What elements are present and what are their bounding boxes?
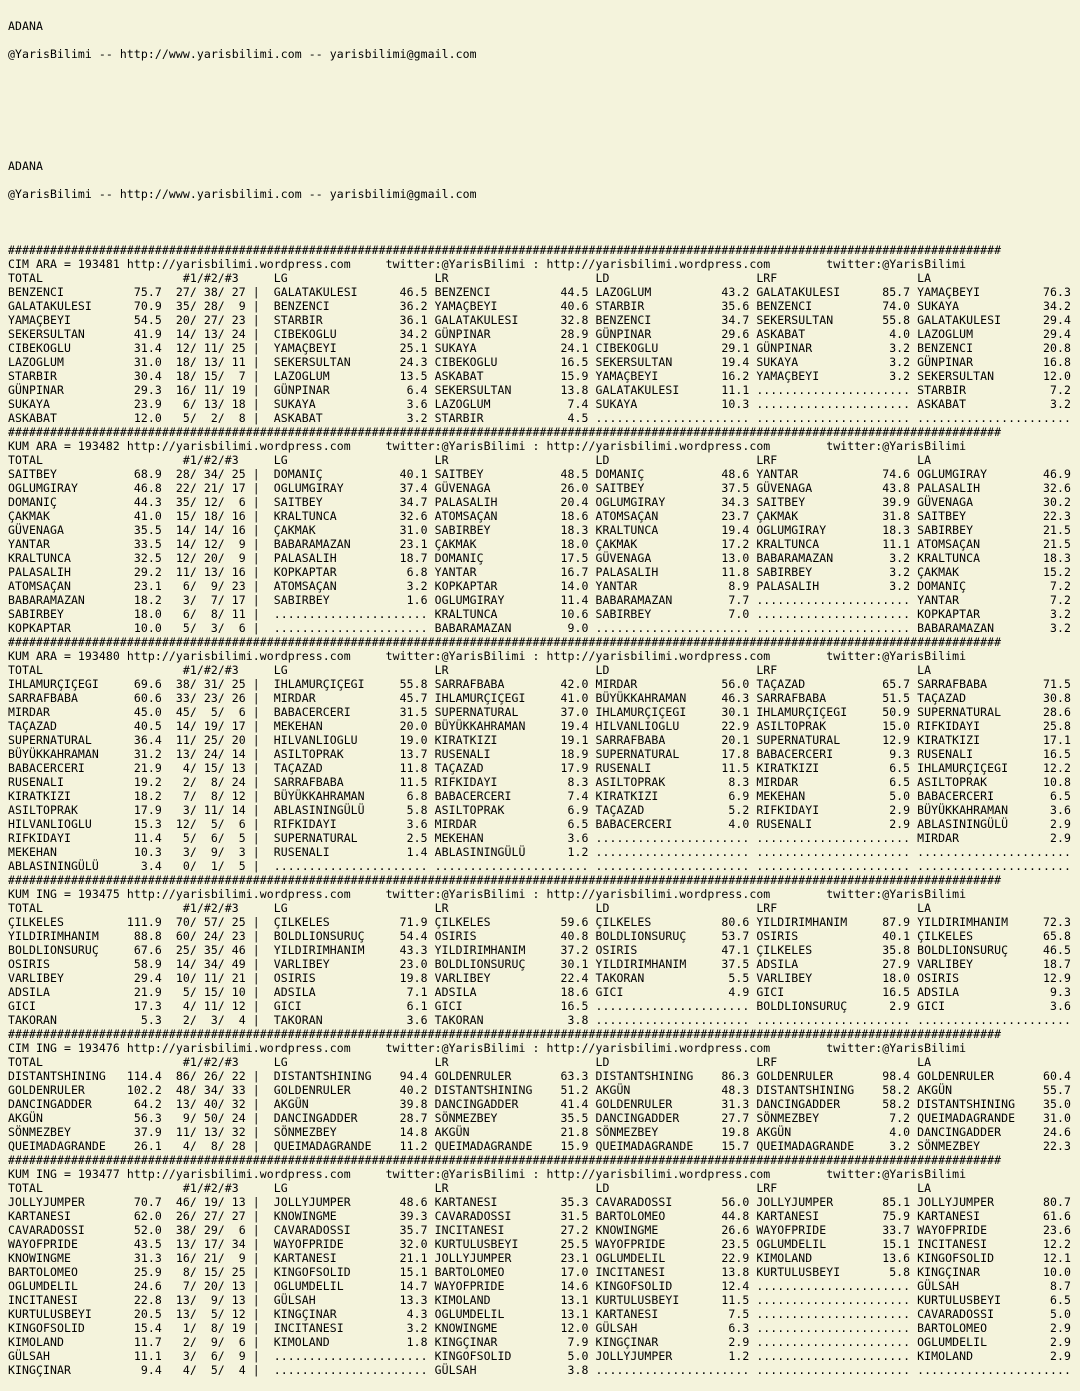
horse-row: OSIRIS 58.9 14/ 34/ 49 | VARLIBEY 23.0 BOLDLIONSURUÇ 30.1 YILDIRIMHANIM 37.5 ADSILA 27.9 VARLIBEY 18.7 <box>8 957 1072 971</box>
race-section <box>8 873 1080 1027</box>
horse-row: IHLAMURÇIÇEGI 69.6 38/ 31/ 25 | IHLAMURÇIÇEGI 55.8 SARRAFBABA 42.0 MIRDAR 56.0 TAÇAZAD 65.7 SARRAFBABA 71.5 <box>8 677 1072 691</box>
horse-row: SABIRBEY 18.0 6/ 8/ 11 | ...................... KRALTUNCA 10.6 SABIRBEY 7.0 ...................... KOPKAPTAR 3.2 <box>8 607 1072 621</box>
horse-row: SÖNMEZBEY 37.9 11/ 13/ 32 | SÖNMEZBEY 14.8 AKGÜN 21.8 SÖNMEZBEY 19.8 AKGÜN 4.0 DANCINGADDER 24.6 <box>8 1125 1072 1139</box>
horse-row: BABACERCERI 21.9 4/ 15/ 13 | TAÇAZAD 11.8 TAÇAZAD 17.9 RUSENALI 11.5 KIRATKIZI 6.5 IHLAMURÇIÇEGI 12.2 <box>8 761 1072 775</box>
horse-row: AKGÜN 56.3 9/ 50/ 24 | DANCINGADDER 28.7 SÖNMEZBEY 35.5 DANCINGADDER 27.7 SÖNMEZBEY 7.2 QUEIMADAGRANDE 31.0 <box>8 1111 1072 1125</box>
horse-row: ASILTOPRAK 17.9 3/ 11/ 14 | ABLASININGÜLÜ 5.8 ASILTOPRAK 6.9 TAÇAZAD 5.2 RIFKIDAYI 2.9 BÜYÜKKAHRAMAN 3.6 <box>8 803 1072 817</box>
horse-row: HILVANLIOGLU 15.3 12/ 5/ 6 | RIFKIDAYI 3.6 MIRDAR 6.5 BABACERCERI 4.0 RUSENALI 2.9 ABLASININGÜLÜ 2.9 <box>8 817 1072 831</box>
horse-row: KNOWINGME 31.3 16/ 21/ 9 | KARTANESI 21.1 JOLLYJUMPER 23.1 OGLUMDELIL 22.9 KIMOLAND 13.6 KINGOFSOLID 12.1 <box>8 1251 1072 1265</box>
horse-row: BOLDLIONSURUÇ 67.6 25/ 35/ 46 | YILDIRIMHANIM 43.3 YILDIRIMHANIM 37.2 OSIRIS 47.1 ÇILKELES 35.8 BOLDLIONSURUÇ 46.5 <box>8 943 1072 957</box>
blank-line <box>8 103 1080 117</box>
horse-row: BARTOLOMEO 25.9 8/ 15/ 25 | KINGOFSOLID 15.1 BARTOLOMEO 17.0 INCITANESI 13.8 KURTULUSBEYI 5.8 KINGÇINAR 10.0 <box>8 1265 1072 1279</box>
horse-row: KARTANESI 62.0 26/ 27/ 27 | KNOWINGME 39.3 CAVARADOSSI 31.5 BARTOLOMEO 44.8 KARTANESI 75.9 KARTANESI 61.6 <box>8 1209 1072 1223</box>
horse-row: GÜVENAGA 35.5 14/ 14/ 16 | ÇAKMAK 31.0 SABIRBEY 18.3 KRALTUNCA 19.4 OGLUMGIRAY 18.3 SABIRBEY 21.5 <box>8 523 1072 537</box>
horse-row: SEKERSULTAN 41.9 14/ 13/ 24 | CIBEKOGLU 34.2 GÜNPINAR 28.9 GÜNPINAR 29.6 ASKABAT 4.0 LAZOGLUM 29.4 <box>8 327 1072 341</box>
race-section <box>8 425 1080 635</box>
column-headers: TOTAL #1/#2/#3 LG LR LD LRF LA <box>8 1055 932 1069</box>
horse-row: ÇAKMAK 41.0 15/ 18/ 16 | KRALTUNCA 32.6 ATOMSAÇAN 18.6 ATOMSAÇAN 23.7 ÇAKMAK 31.8 SAITBEY 22.3 <box>8 509 1072 523</box>
race-header: KUM ING = 193475 http://yarisbilimi.wordpress.com twitter:@YarisBilimi : http://yarisbilimi.wordpress.com twitter:@YarisBilimi <box>8 887 967 901</box>
horse-row: OGLUMDELIL 24.6 7/ 20/ 13 | OGLUMDELIL 14.7 WAYOFPRIDE 14.6 KINGOFSOLID 12.4 ...................... GÜLSAH 8.7 <box>8 1279 1072 1293</box>
horse-row: KOPKAPTAR 10.0 5/ 3/ 6 | ...................... BABARAMAZAN 9.0 ...................... ...................... BABARAMAZAN 3.2 <box>8 621 1072 635</box>
contact-line-repeat: @YarisBilimi -- http://www.yarisbilimi.com -- yarisbilimi@gmail.com <box>8 187 477 201</box>
race-section <box>8 635 1080 873</box>
section-separator: ############################################################################################################################################## <box>8 425 1002 439</box>
race-header: KUM ARA = 193480 http://yarisbilimi.wordpress.com twitter:@YarisBilimi : http://yarisbilimi.wordpress.com twitter:@YarisBilimi <box>8 649 967 663</box>
horse-row: BABARAMAZAN 18.2 3/ 7/ 17 | SABIRBEY 1.6 OGLUMGIRAY 11.4 BABARAMAZAN 7.7 ...................... YANTAR 7.2 <box>8 593 1072 607</box>
horse-row: KIRATKIZI 18.2 7/ 8/ 12 | BÜYÜKKAHRAMAN 6.8 BABACERCERI 7.4 KIRATKIZI 6.9 MEKEHAN 5.0 BABACERCERI 6.5 <box>8 789 1072 803</box>
column-headers: TOTAL #1/#2/#3 LG LR LD LRF LA <box>8 271 932 285</box>
horse-row: GÜLSAH 11.1 3/ 6/ 9 | ...................... KINGOFSOLID 5.0 JOLLYJUMPER 1.2 ...................... KIMOLAND 2.9 <box>8 1349 1072 1363</box>
horse-row: SUPERNATURAL 36.4 11/ 25/ 20 | HILVANLIOGLU 19.0 KIRATKIZI 19.1 SARRAFBABA 20.1 SUPERNATURAL 12.9 KIRATKIZI 17.1 <box>8 733 1072 747</box>
horse-row: GOLDENRULER 102.2 48/ 34/ 33 | GOLDENRULER 40.2 DISTANTSHINING 51.2 AKGÜN 48.3 DISTANTSHINING 58.2 AKGÜN 55.7 <box>8 1083 1072 1097</box>
horse-row: KINGOFSOLID 15.4 1/ 8/ 19 | INCITANESI 3.2 KNOWINGME 12.0 GÜLSAH 6.3 ...................... BARTOLOMEO 2.9 <box>8 1321 1072 1335</box>
horse-row: INCITANESI 22.8 13/ 9/ 13 | GÜLSAH 13.3 KIMOLAND 13.1 KURTULUSBEYI 11.5 ...................... KURTULUSBEYI 6.5 <box>8 1293 1072 1307</box>
horse-row: YAMAÇBEYI 54.5 20/ 27/ 23 | STARBIR 36.1 GALATAKULESI 32.8 BENZENCI 34.7 SEKERSULTAN 55.8 GALATAKULESI 29.4 <box>8 313 1072 327</box>
city-title: ADANA <box>8 19 43 33</box>
horse-row: OGLUMGIRAY 46.8 22/ 21/ 17 | OGLUMGIRAY 37.4 GÜVENAGA 26.0 SAITBEY 37.5 GÜVENAGA 43.8 PALASALIH 32.6 <box>8 481 1072 495</box>
horse-row: TAÇAZAD 40.5 14/ 19/ 17 | MEKEHAN 20.0 BÜYÜKKAHRAMAN 19.4 HILVANLIOGLU 22.9 ASILTOPRAK 15.0 RIFKIDAYI 25.8 <box>8 719 1072 733</box>
blank-line <box>8 131 1080 145</box>
horse-row: MEKEHAN 10.3 3/ 9/ 3 | RUSENALI 1.4 ABLASININGÜLÜ 1.2 ...................... ...................... ...................... <box>8 845 1072 859</box>
city-title-repeat: ADANA <box>8 159 43 173</box>
horse-row: ADSILA 21.9 5/ 15/ 10 | ADSILA 7.1 ADSILA 18.6 GICI 4.9 GICI 16.5 ADSILA 9.3 <box>8 985 1072 999</box>
horse-row: DANCINGADDER 64.2 13/ 40/ 32 | AKGÜN 39.8 DANCINGADDER 41.4 GOLDENRULER 31.3 DANCINGADDER 58.2 DISTANTSHINING 35.0 <box>8 1097 1072 1111</box>
blank-line <box>8 75 1080 89</box>
race-section <box>8 1153 1080 1377</box>
horse-row: VARLIBEY 29.4 10/ 11/ 21 | OSIRIS 19.8 VARLIBEY 22.4 TAKORAN 5.5 VARLIBEY 18.0 OSIRIS 12.9 <box>8 971 1072 985</box>
horse-row: GÜNPINAR 29.3 16/ 11/ 19 | GÜNPINAR 6.4 SEKERSULTAN 13.8 GALATAKULESI 11.1 ...................... STARBIR 7.2 <box>8 383 1072 397</box>
horse-row: KRALTUNCA 32.5 12/ 20/ 9 | PALASALIH 18.7 DOMANIÇ 17.5 GÜVENAGA 13.0 BABARAMAZAN 3.2 KRALTUNCA 18.3 <box>8 551 1072 565</box>
horse-row: ÇILKELES 111.9 70/ 57/ 25 | ÇILKELES 71.9 ÇILKELES 59.6 ÇILKELES 80.6 YILDIRIMHANIM 87.9 YILDIRIMHANIM 72.3 <box>8 915 1072 929</box>
horse-row: YANTAR 33.5 14/ 12/ 9 | BABARAMAZAN 23.1 ÇAKMAK 18.0 ÇAKMAK 17.2 KRALTUNCA 11.1 ATOMSAÇAN 21.5 <box>8 537 1072 551</box>
horse-row: SARRAFBABA 60.6 33/ 23/ 26 | MIRDAR 45.7 IHLAMURÇIÇEGI 41.0 BÜYÜKKAHRAMAN 46.3 SARRAFBABA 51.5 TAÇAZAD 30.8 <box>8 691 1072 705</box>
race-header: CIM ING = 193476 http://yarisbilimi.wordpress.com twitter:@YarisBilimi : http://yarisbilimi.wordpress.com twitter:@YarisBilimi <box>8 1041 967 1055</box>
race-section <box>8 243 1080 425</box>
horse-row: ATOMSAÇAN 23.1 6/ 9/ 23 | ATOMSAÇAN 3.2 KOPKAPTAR 14.0 YANTAR 8.9 PALASALIH 3.2 DOMANIÇ 7.2 <box>8 579 1072 593</box>
horse-row: YILDIRIMHANIM 88.8 60/ 24/ 23 | BOLDLIONSURUÇ 54.4 OSIRIS 40.8 BOLDLIONSURUÇ 53.7 OSIRIS 40.1 ÇILKELES 65.8 <box>8 929 1072 943</box>
column-headers: TOTAL #1/#2/#3 LG LR LD LRF LA <box>8 901 932 915</box>
section-separator: ############################################################################################################################################## <box>8 243 1002 257</box>
horse-row: WAYOFPRIDE 43.5 13/ 17/ 34 | WAYOFPRIDE 32.0 KURTULUSBEYI 25.5 WAYOFPRIDE 23.5 OGLUMDELIL 15.1 INCITANESI 12.2 <box>8 1237 1072 1251</box>
horse-row: BÜYÜKKAHRAMAN 31.2 13/ 24/ 14 | ASILTOPRAK 13.7 RUSENALI 18.9 SUPERNATURAL 17.8 BABACERCERI 9.3 RUSENALI 16.5 <box>8 747 1072 761</box>
horse-row: QUEIMADAGRANDE 26.1 4/ 8/ 28 | QUEIMADAGRANDE 11.2 QUEIMADAGRANDE 15.9 QUEIMADAGRANDE 15.7 QUEIMADAGRANDE 3.2 SÖNMEZBEY 22.3 <box>8 1139 1072 1153</box>
race-header: KUM ING = 193477 http://yarisbilimi.wordpress.com twitter:@YarisBilimi : http://yarisbilimi.wordpress.com twitter:@YarisBilimi <box>8 1167 967 1181</box>
horse-row: SAITBEY 68.9 28/ 34/ 25 | DOMANIÇ 40.1 SAITBEY 48.5 DOMANIÇ 48.6 YANTAR 74.6 OGLUMGIRAY 46.9 <box>8 467 1072 481</box>
horse-row: CIBEKOGLU 31.4 12/ 11/ 25 | YAMAÇBEYI 25.1 SUKAYA 24.1 CIBEKOGLU 29.1 GÜNPINAR 3.2 BENZENCI 20.8 <box>8 341 1072 355</box>
horse-row: DOMANIÇ 44.3 35/ 12/ 6 | SAITBEY 34.7 PALASALIH 20.4 OGLUMGIRAY 34.3 SAITBEY 39.9 GÜVENAGA 30.2 <box>8 495 1072 509</box>
race-sections <box>8 243 1080 1377</box>
horse-row: SUKAYA 23.9 6/ 13/ 18 | SUKAYA 3.6 LAZOGLUM 7.4 SUKAYA 10.3 ...................... ASKABAT 3.2 <box>8 397 1072 411</box>
horse-row: PALASALIH 29.2 11/ 13/ 16 | KOPKAPTAR 6.8 YANTAR 16.7 PALASALIH 11.8 SABIRBEY 3.2 ÇAKMAK 15.2 <box>8 565 1072 579</box>
horse-row: STARBIR 30.4 18/ 15/ 7 | LAZOGLUM 13.5 ASKABAT 15.9 YAMAÇBEYI 16.2 YAMAÇBEYI 3.2 SEKERSULTAN 12.0 <box>8 369 1072 383</box>
column-headers: TOTAL #1/#2/#3 LG LR LD LRF LA <box>8 1181 932 1195</box>
horse-row: GICI 17.3 4/ 11/ 12 | GICI 6.1 GICI 16.5 ...................... BOLDLIONSURUÇ 2.9 GICI 3.6 <box>8 999 1072 1013</box>
horse-row: MIRDAR 45.0 45/ 5/ 6 | BABACERCERI 31.5 SUPERNATURAL 37.0 IHLAMURÇIÇEGI 30.1 IHLAMURÇIÇEGI 50.9 SUPERNATURAL 28.6 <box>8 705 1072 719</box>
horse-row: ABLASININGÜLÜ 3.4 0/ 1/ 5 | ...................... ...................... ...................... ...................... ...................... <box>8 859 1072 873</box>
horse-row: KINGÇINAR 9.4 4/ 5/ 4 | ...................... GÜLSAH 3.8 ...................... ...................... ...................... <box>8 1363 1072 1377</box>
horse-row: RUSENALI 19.2 2/ 8/ 24 | SARRAFBABA 11.5 RIFKIDAYI 8.3 ASILTOPRAK 8.3 MIRDAR 6.5 ASILTOPRAK 10.8 <box>8 775 1072 789</box>
horse-row: RIFKIDAYI 11.4 5/ 6/ 5 | SUPERNATURAL 2.5 MEKEHAN 3.6 ...................... ...................... MIRDAR 2.9 <box>8 831 1072 845</box>
section-separator: ############################################################################################################################################## <box>8 1027 1002 1041</box>
horse-row: TAKORAN 5.3 2/ 3/ 4 | TAKORAN 3.6 TAKORAN 3.8 ...................... ...................... ...................... <box>8 1013 1072 1027</box>
horse-row: JOLLYJUMPER 70.7 46/ 19/ 13 | JOLLYJUMPER 48.6 KARTANESI 35.3 CAVARADOSSI 56.0 JOLLYJUMPER 85.1 JOLLYJUMPER 80.7 <box>8 1195 1072 1209</box>
horse-row: KURTULUSBEYI 20.5 13/ 5/ 12 | KINGÇINAR 4.3 OGLUMDELIL 13.1 KARTANESI 7.5 ...................... CAVARADOSSI 5.0 <box>8 1307 1072 1321</box>
blank-line <box>8 215 1080 229</box>
race-section <box>8 1027 1080 1153</box>
column-headers: TOTAL #1/#2/#3 LG LR LD LRF LA <box>8 453 932 467</box>
column-headers: TOTAL #1/#2/#3 LG LR LD LRF LA <box>8 663 932 677</box>
horse-row: KIMOLAND 11.7 2/ 9/ 6 | KIMOLAND 1.8 KINGÇINAR 7.9 KINGÇINAR 2.9 ...................... OGLUMDELIL 2.9 <box>8 1335 1072 1349</box>
horse-row: CAVARADOSSI 52.0 38/ 29/ 6 | CAVARADOSSI 35.7 INCITANESI 27.2 KNOWINGME 26.6 WAYOFPRIDE 33.7 WAYOFPRIDE 23.6 <box>8 1223 1072 1237</box>
race-header: KUM ARA = 193482 http://yarisbilimi.wordpress.com twitter:@YarisBilimi : http://yarisbilimi.wordpress.com twitter:@YarisBilimi <box>8 439 967 453</box>
horse-row: BENZENCI 75.7 27/ 38/ 27 | GALATAKULESI 46.5 BENZENCI 44.5 LAZOGLUM 43.2 GALATAKULESI 85.7 YAMAÇBEYI 76.3 <box>8 285 1072 299</box>
section-separator: ############################################################################################################################################## <box>8 635 1002 649</box>
section-separator: ############################################################################################################################################## <box>8 1153 1002 1167</box>
horse-row: LAZOGLUM 31.0 18/ 13/ 11 | SEKERSULTAN 24.3 CIBEKOGLU 16.5 SEKERSULTAN 19.4 SUKAYA 3.2 GÜNPINAR 16.8 <box>8 355 1072 369</box>
horse-row: DISTANTSHINING 114.4 86/ 26/ 22 | DISTANTSHINING 94.4 GOLDENRULER 63.3 DISTANTSHINING 86.3 GOLDENRULER 98.4 GOLDENRULER 60.4 <box>8 1069 1072 1083</box>
horse-row: GALATAKULESI 70.9 35/ 28/ 9 | BENZENCI 36.2 YAMAÇBEYI 40.6 STARBIR 35.6 BENZENCI 74.0 SUKAYA 34.2 <box>8 299 1072 313</box>
horse-row: ASKABAT 12.0 5/ 2/ 8 | ASKABAT 3.2 STARBIR 4.5 ...................... ...................... ...................... <box>8 411 1072 425</box>
race-header: CIM ARA = 193481 http://yarisbilimi.wordpress.com twitter:@YarisBilimi : http://yarisbilimi.wordpress.com twitter:@YarisBilimi <box>8 257 967 271</box>
contact-line: @YarisBilimi -- http://www.yarisbilimi.com -- yarisbilimi@gmail.com <box>8 47 477 61</box>
section-separator: ############################################################################################################################################## <box>8 873 1002 887</box>
